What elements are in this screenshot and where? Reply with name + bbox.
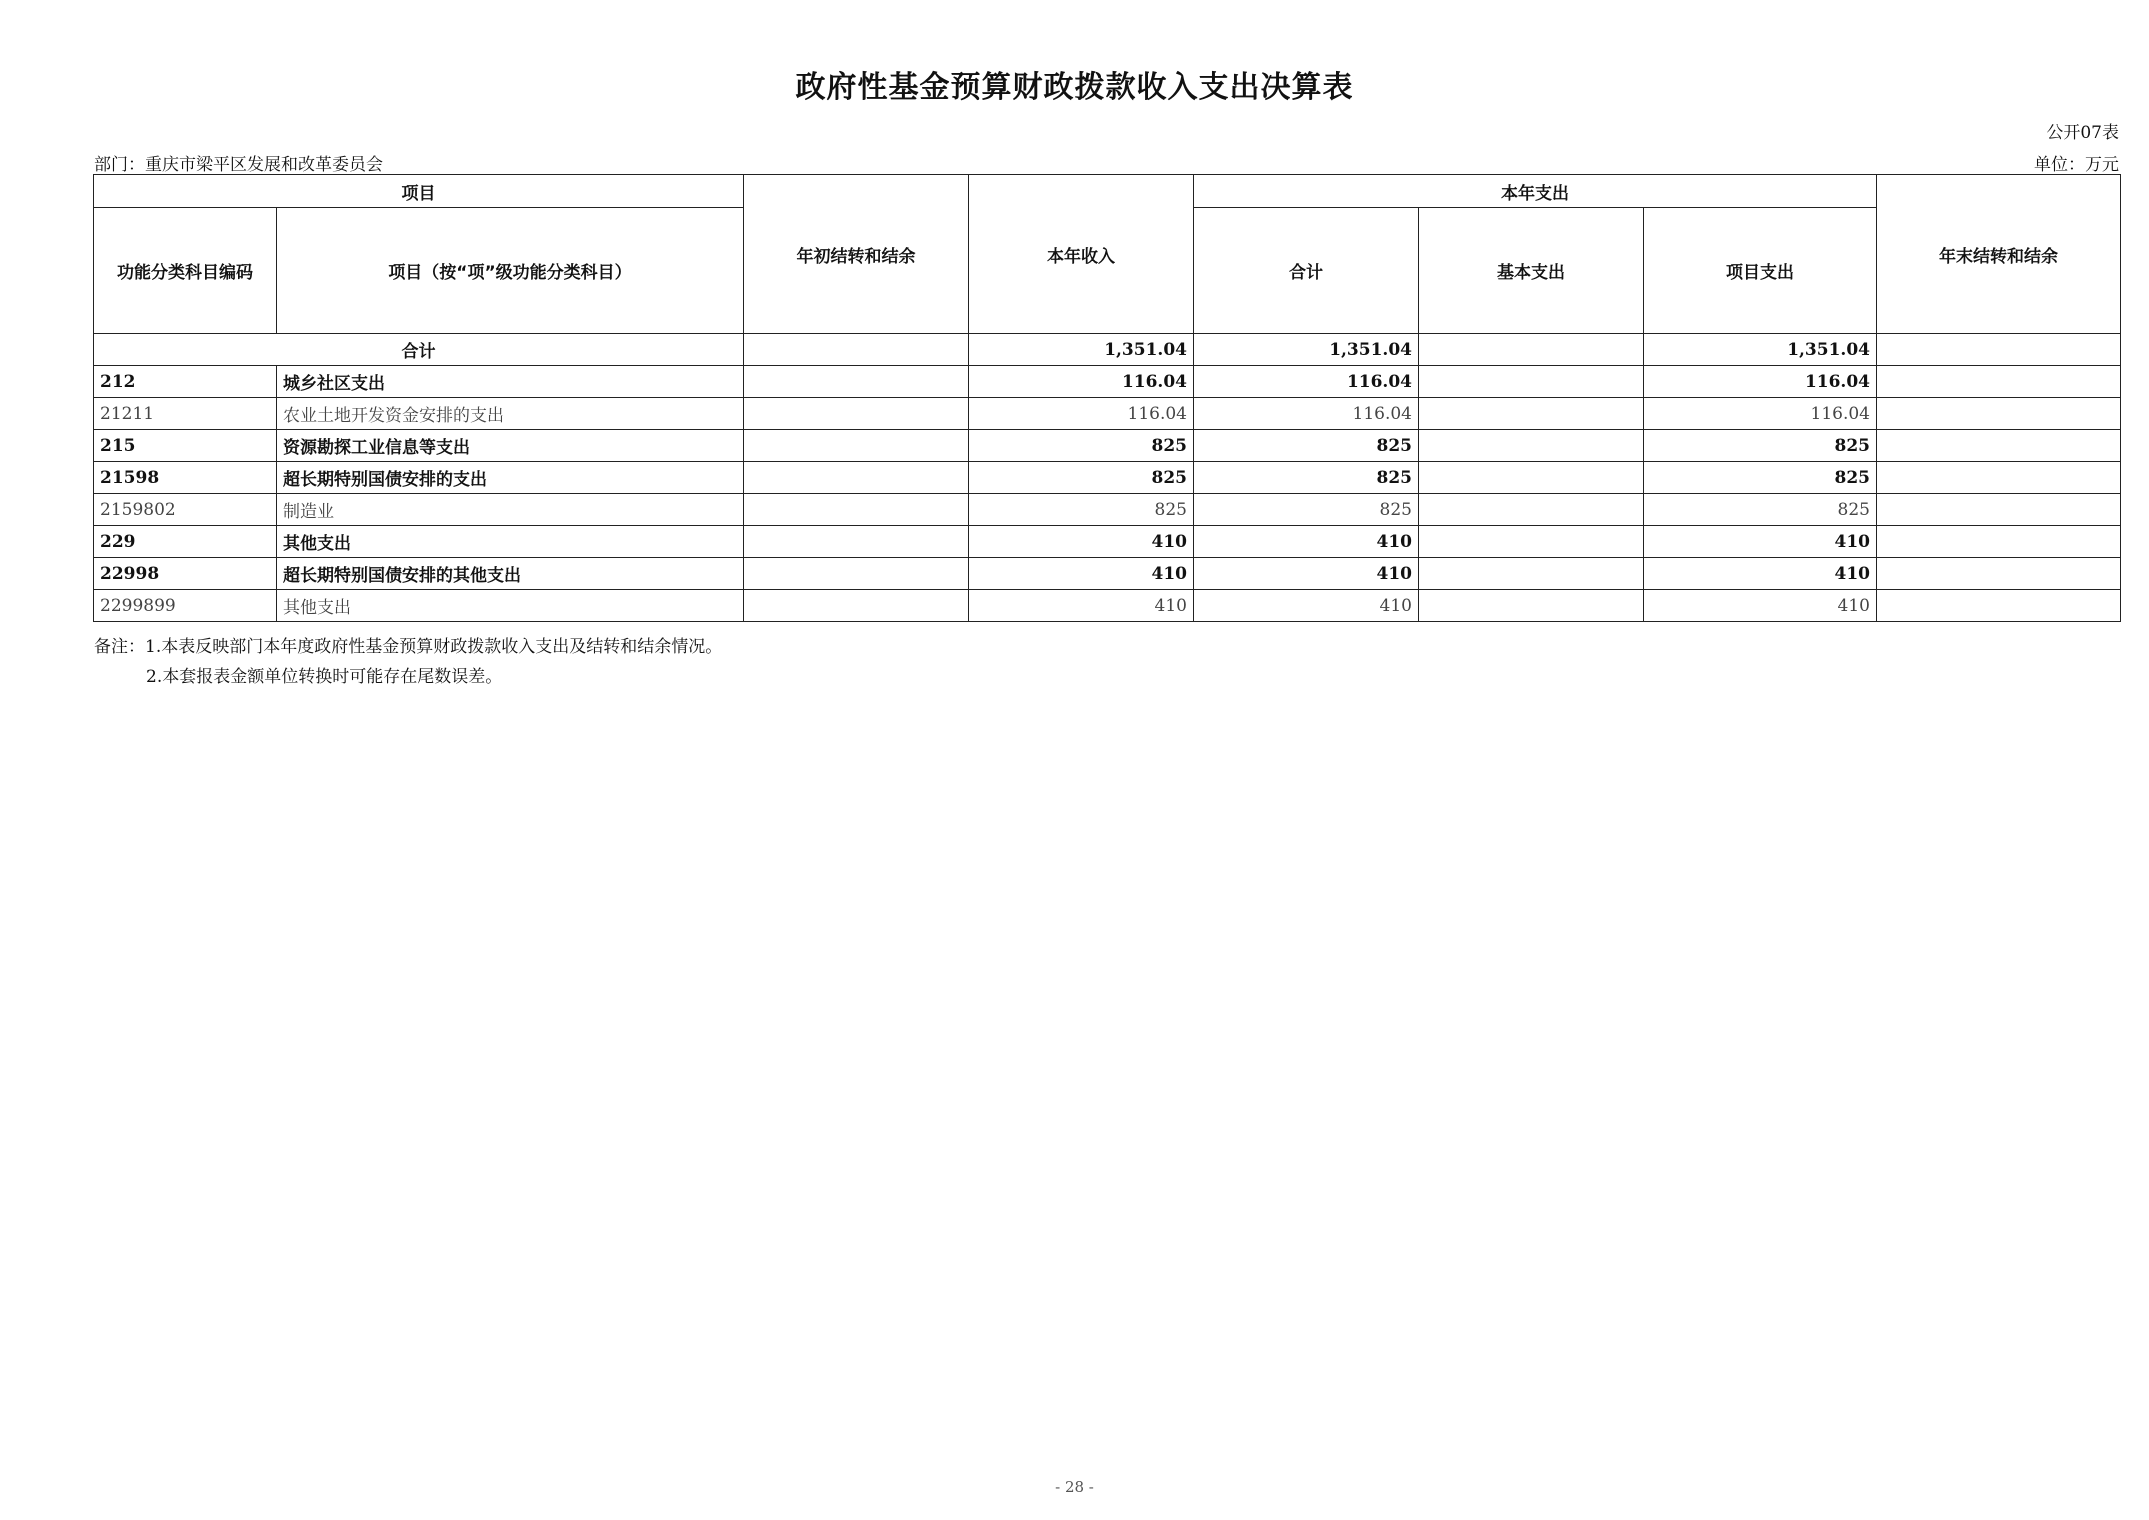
exp-total-cell: 825 — [1194, 462, 1419, 494]
exp-basic-cell — [1419, 398, 1644, 430]
exp-project-cell: 825 — [1644, 494, 1877, 526]
table-row — [94, 558, 2121, 590]
code-cell: 21211 — [94, 398, 277, 430]
closing-balance-cell — [1877, 430, 2121, 462]
closing-balance-cell — [1877, 494, 2121, 526]
name-cell: 超长期特别国债安排的其他支出 — [277, 558, 744, 590]
opening-balance-cell — [744, 558, 969, 590]
exp-basic-cell — [1419, 558, 1644, 590]
total-row — [94, 334, 2121, 366]
report-table — [93, 174, 2121, 622]
income-cell: 825 — [969, 462, 1194, 494]
closing-balance-cell — [1877, 462, 2121, 494]
name-cell: 资源勘探工业信息等支出 — [277, 430, 744, 462]
name-cell: 其他支出 — [277, 590, 744, 622]
total-exp-basic — [1419, 334, 1644, 366]
table-row — [94, 526, 2121, 558]
exp-project-cell: 825 — [1644, 430, 1877, 462]
exp-total-cell: 825 — [1194, 430, 1419, 462]
code-cell: 21598 — [94, 462, 277, 494]
income-cell: 825 — [969, 430, 1194, 462]
exp-basic-cell — [1419, 590, 1644, 622]
notes — [94, 632, 722, 692]
closing-balance-cell — [1877, 590, 2121, 622]
name-cell: 制造业 — [277, 494, 744, 526]
header-expenditure: 本年支出 — [1194, 175, 1877, 208]
exp-project-cell: 410 — [1644, 526, 1877, 558]
income-cell: 116.04 — [969, 398, 1194, 430]
code-cell: 22998 — [94, 558, 277, 590]
total-closing-balance — [1877, 334, 2121, 366]
exp-project-cell: 825 — [1644, 462, 1877, 494]
exp-total-cell: 410 — [1194, 558, 1419, 590]
table-row — [94, 462, 2121, 494]
exp-project-cell: 410 — [1644, 558, 1877, 590]
exp-basic-cell — [1419, 366, 1644, 398]
table-row — [94, 398, 2121, 430]
exp-project-cell: 410 — [1644, 590, 1877, 622]
name-cell: 其他支出 — [277, 526, 744, 558]
header-closing-balance: 年末结转和结余 — [1877, 175, 2121, 334]
exp-basic-cell — [1419, 430, 1644, 462]
total-exp-total: 1,351.04 — [1194, 334, 1419, 366]
department-label: 部门：重庆市梁平区发展和改革委员会 — [94, 155, 383, 175]
income-cell: 116.04 — [969, 366, 1194, 398]
total-income: 1,351.04 — [969, 334, 1194, 366]
exp-total-cell: 825 — [1194, 494, 1419, 526]
code-cell: 212 — [94, 366, 277, 398]
page-number: - 28 - — [1055, 1478, 1094, 1496]
note-line-1: 备注：1.本表反映部门本年度政府性基金预算财政拨款收入支出及结转和结余情况。 — [94, 637, 723, 657]
closing-balance-cell — [1877, 526, 2121, 558]
exp-total-cell: 410 — [1194, 590, 1419, 622]
code-cell: 2159802 — [94, 494, 277, 526]
table-row — [94, 430, 2121, 462]
opening-balance-cell — [744, 366, 969, 398]
total-opening-balance — [744, 334, 969, 366]
income-cell: 410 — [969, 590, 1194, 622]
exp-total-cell: 410 — [1194, 526, 1419, 558]
exp-total-cell: 116.04 — [1194, 366, 1419, 398]
exp-total-cell: 116.04 — [1194, 398, 1419, 430]
note-line-2: 2.本套报表金额单位转换时可能存在尾数误差。 — [146, 667, 503, 687]
opening-balance-cell — [744, 590, 969, 622]
opening-balance-cell — [744, 398, 969, 430]
exp-project-cell: 116.04 — [1644, 398, 1877, 430]
document-title: 政府性基金预算财政拨款收入支出决算表 — [795, 70, 1354, 105]
opening-balance-cell — [744, 494, 969, 526]
header-income: 本年收入 — [969, 175, 1194, 334]
table-row — [94, 494, 2121, 526]
exp-basic-cell — [1419, 462, 1644, 494]
table-row — [94, 366, 2121, 398]
opening-balance-cell — [744, 462, 969, 494]
code-cell: 2299899 — [94, 590, 277, 622]
header-exp-total: 合计 — [1194, 208, 1419, 334]
income-cell: 410 — [969, 526, 1194, 558]
closing-balance-cell — [1877, 366, 2121, 398]
header-exp-basic: 基本支出 — [1419, 208, 1644, 334]
name-cell: 城乡社区支出 — [277, 366, 744, 398]
code-cell: 229 — [94, 526, 277, 558]
opening-balance-cell — [744, 526, 969, 558]
name-cell: 农业土地开发资金安排的支出 — [277, 398, 744, 430]
header-name: 项目（按“项”级功能分类科目） — [277, 208, 744, 334]
closing-balance-cell — [1877, 398, 2121, 430]
total-label: 合计 — [94, 334, 744, 366]
exp-basic-cell — [1419, 494, 1644, 526]
form-number: 公开07表 — [2046, 123, 2119, 143]
exp-basic-cell — [1419, 526, 1644, 558]
closing-balance-cell — [1877, 558, 2121, 590]
unit-label: 单位：万元 — [2034, 155, 2119, 175]
total-exp-project: 1,351.04 — [1644, 334, 1877, 366]
header-opening-balance: 年初结转和结余 — [744, 175, 969, 334]
income-cell: 825 — [969, 494, 1194, 526]
income-cell: 410 — [969, 558, 1194, 590]
opening-balance-cell — [744, 430, 969, 462]
exp-project-cell: 116.04 — [1644, 366, 1877, 398]
code-cell: 215 — [94, 430, 277, 462]
header-code: 功能分类科目编码 — [94, 208, 277, 334]
header-project: 项目 — [94, 175, 744, 208]
header-exp-project: 项目支出 — [1644, 208, 1877, 334]
table-row — [94, 590, 2121, 622]
name-cell: 超长期特别国债安排的支出 — [277, 462, 744, 494]
